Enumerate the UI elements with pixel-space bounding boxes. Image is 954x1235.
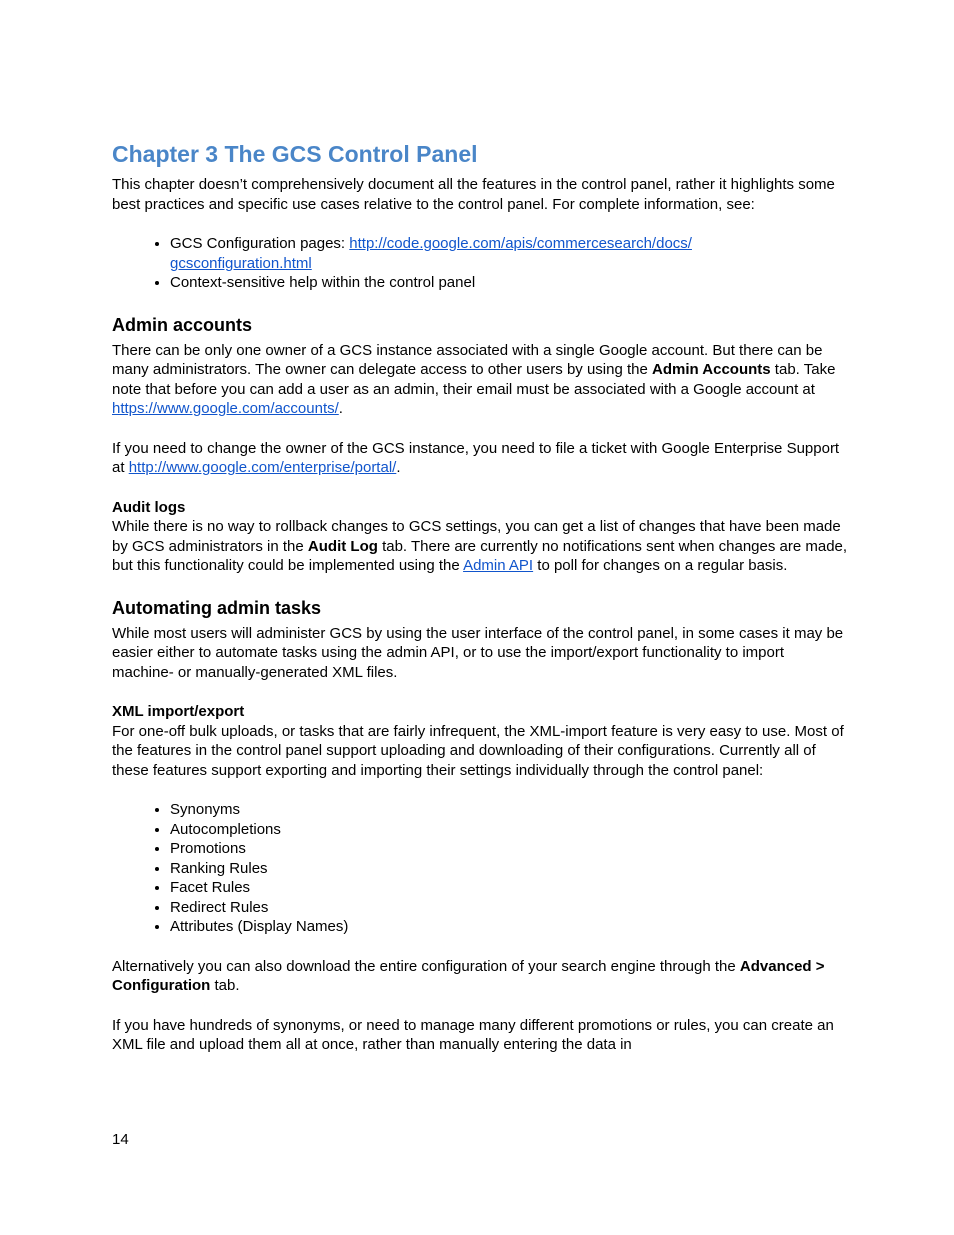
- hyperlink[interactable]: gcsconfiguration.html: [170, 254, 312, 272]
- final-paragraph: If you have hundreds of synonyms, or need to manage many different promotions or rules, you can create an XML file and upload them all at once, rather than manually entering the data in: [112, 1016, 834, 1053]
- hyperlink[interactable]: http://www.google.com/enterprise/portal/: [128, 459, 397, 476]
- feature-item: • Ranking Rules: [170, 859, 848, 879]
- list-item-context-help: [170, 273, 848, 293]
- page-number: 14: [112, 1131, 129, 1148]
- alternative-download-paragraph: [112, 957, 848, 996]
- subsection-heading-audit-logs: Audit logs: [112, 498, 186, 516]
- bold-text: Audit Log: [307, 537, 378, 555]
- automating-paragraph: While most users will administer GCS by using the user interface of the control panel, in some cases it may be easier either to automate tasks using the admin API, or to use the import/export functionality to import machine- or manually-generated XML files.: [112, 624, 844, 681]
- text-run: GCS Configuration pages:: [170, 235, 350, 252]
- text-run: tab.: [210, 977, 240, 994]
- feature-item: • Facet Rules: [170, 878, 848, 898]
- text-run: Context-sensitive help within the control panel: [170, 274, 476, 291]
- text-run: If you need to change the owner of the GCS instance, you need to file a ticket with Google Enterprise Support at: [112, 439, 840, 476]
- features-list: [112, 800, 848, 937]
- audit-logs-paragraph: [112, 517, 848, 576]
- text-run: While there is no way to rollback changes to GCS settings, you can get a list of changes that have been made by GCS administrators in the: [112, 518, 841, 555]
- text-run: to poll for changes on a regular basis.: [533, 557, 788, 574]
- bold-text: Admin Accounts: [652, 361, 771, 378]
- text-run: .: [338, 400, 343, 417]
- hyperlink[interactable]: http://code.google.com/apis/commercesearch/docs/: [349, 235, 692, 252]
- text-run: tab. Take note that before you can add a user as an admin, their email must be associated with a Google account at: [112, 361, 836, 398]
- bold-text: Advanced > Configuration: [112, 957, 825, 994]
- xml-import-paragraph: For one-off bulk uploads, or tasks that are fairly infrequent, the XML-import feature is very easy to use. Most of the features in the control panel support uploading and downloading of their configurations. Currently all of these features support exporting and importing their settings individually through the control panel:: [112, 722, 844, 779]
- document-content: [112, 140, 848, 1075]
- text-run: tab. There are currently no notifications sent when changes are made, but this functionality could be implemented using the: [112, 537, 848, 574]
- section-heading-admin-accounts: Admin accounts: [112, 314, 253, 335]
- feature-item: • Promotions: [170, 839, 848, 859]
- text-run: .: [396, 459, 401, 476]
- text-run: Alternatively you can also download the entire configuration of your search engine through the: [112, 957, 740, 975]
- reference-list: [112, 234, 848, 293]
- subsection-heading-xml-import-export: XML import/export: [112, 703, 245, 720]
- feature-item: • Synonyms: [170, 800, 848, 820]
- admin-accounts-paragraph-1: [112, 341, 848, 419]
- feature-item: • Autocompletions: [170, 820, 848, 840]
- list-item-gcs-configuration: [170, 234, 848, 273]
- text-run: There can be only one owner of a GCS instance associated with a single Google account. But there can be many administrators. The owner can delegate access to other users by using the: [112, 341, 823, 378]
- admin-accounts-paragraph-2: [112, 439, 848, 478]
- feature-item: • Attributes (Display Names): [170, 917, 848, 937]
- intro-paragraph: This chapter doesn’t comprehensively document all the features in the control panel, rather it highlights some best practices and specific use cases relative to the control panel. For complete information, see:: [112, 176, 835, 213]
- feature-item: • Redirect Rules: [170, 898, 848, 918]
- chapter-heading: Chapter 3 The GCS Control Panel: [112, 141, 478, 167]
- section-heading-automating-admin-tasks: Automating admin tasks: [112, 597, 322, 618]
- hyperlink[interactable]: https://www.google.com/accounts/: [112, 400, 339, 417]
- hyperlink[interactable]: Admin API: [463, 557, 534, 574]
